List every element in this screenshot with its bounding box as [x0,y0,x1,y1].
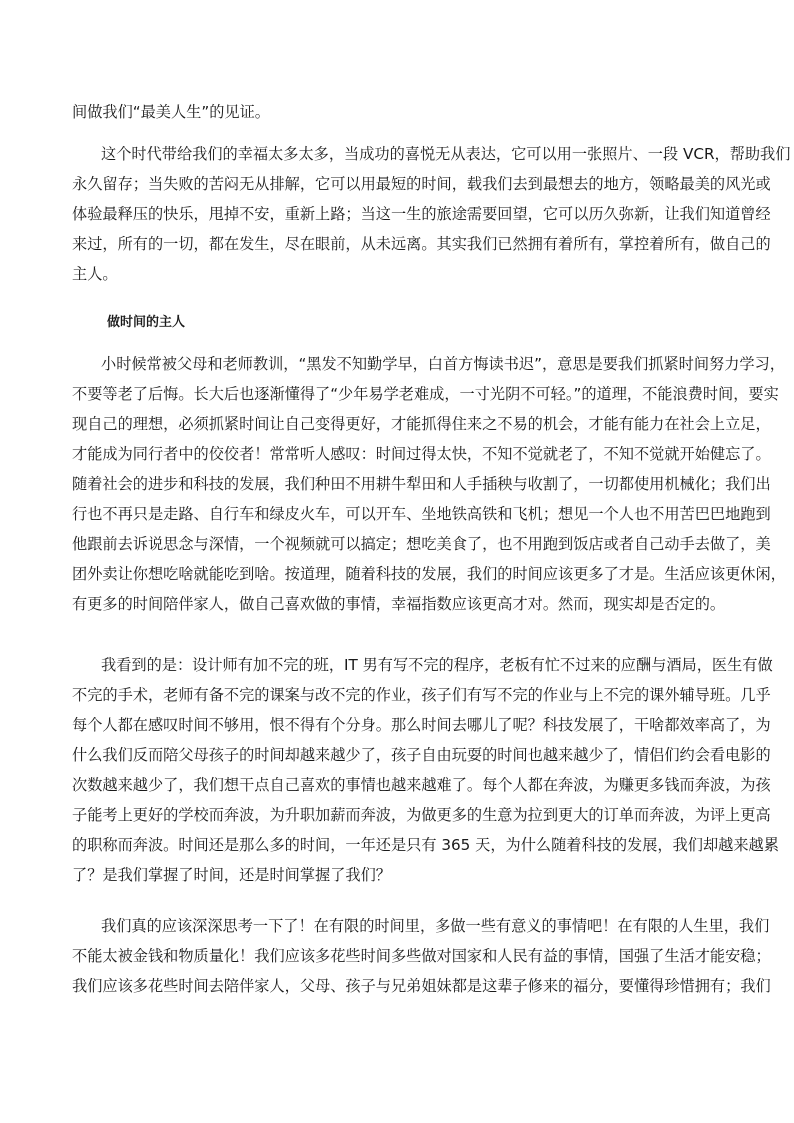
body-text-line: 体验最释压的快乐，甩掉不安，重新上路；当这一生的旅途需要回望，它可以历久弥新，让我们知道曾经 [72,205,771,223]
body-text-line: 不完的手术，老师有备不完的课案与改不完的作业，孩子们有写不完的作业与上不完的课外辅导班。几乎 [72,686,771,704]
body-text-line: 次数越来越少了，我们想干点自己喜欢的事情也越来越难了。每个人都在奔波，为赚更多钱而奔波，为孩 [72,776,771,794]
body-text-line: 才能成为同行者中的佼佼者！常常听人感叹：时间过得太快，不知不觉就老了，不知不觉就开始健忘了。 [72,445,771,463]
body-text-line: 我们应该多花些时间去陪伴家人，父母、孩子与兄弟姐妹都是这辈子修来的福分，要懂得珍惜拥有；我们 [72,977,771,995]
body-text-line: 每个人都在感叹时间不够用，恨不得有个分身。那么时间去哪儿了呢？科技发展了，干啥都效率高了，为 [72,716,771,734]
body-text-line: 不能太被金钱和物质量化！我们应该多花些时间多些做对国家和人民有益的事情，国强了生活才能安稳； [72,947,771,965]
body-text-line: 永久留存；当失败的苦闷无从排解，它可以用最短的时间，载我们去到最想去的地方，领略最美的风光或 [72,175,771,193]
body-text-line: 主人。 [72,265,118,283]
body-text-line: 的职称而奔波。时间还是那么多的时间，一年还是只有 365 天，为什么随着科技的发展，我们却越来越累 [72,836,779,854]
body-text-line: 间做我们“最美人生”的见证。 [72,103,270,121]
body-text-line: 了？是我们掌握了时间，还是时间掌握了我们？ [72,866,391,884]
body-text-line: 团外卖让你想吃啥就能吃到啥。按道理，随着科技的发展，我们的时间应该更多了才是。生活应该更休闲， [72,565,786,583]
body-text-line: 我看到的是：设计师有加不完的班，IT 男有写不完的程序，老板有忙不过来的应酬与酒局，医生有做 [101,656,773,674]
body-text-line: 子能考上更好的学校而奔波，为升职加薪而奔波，为做更多的生意为拉到更大的订单而奔波，为评上更高 [72,806,771,824]
body-text-line: 随着社会的进步和科技的发展，我们种田不用耕牛犁田和人手插秧与收割了，一切都使用机械化；我们出 [72,475,771,493]
body-text-line: 小时候常被父母和老师教训，“黑发不知勤学早，白首方悔读书迟”，意思是要我们抓紧时间努力学习， [101,355,785,373]
body-text-line: 不要等老了后悔。长大后也逐渐懂得了“少年易学老难成，一寸光阴不可轻。”的道理，不能浪费时间，要实 [72,385,779,403]
body-text-line: 这个时代带给我们的幸福太多太多，当成功的喜悦无从表达，它可以用一张照片、一段 VCR，帮助我们 [101,145,791,163]
section-heading: 做时间的主人 [107,315,186,330]
body-text-line: 他跟前去诉说思念与深情，一个视频就可以搞定；想吃美食了，也不用跑到饭店或者自己动手去做了，美 [72,535,771,553]
body-text-line: 行也不再只是走路、自行车和绿皮火车，可以开车、坐地铁高铁和飞机；想见一个人也不用苦巴巴地跑到 [72,505,771,523]
body-text-line: 我们真的应该深深思考一下了！在有限的时间里，多做一些有意义的事情吧！在有限的人生里，我们 [101,917,770,935]
body-text-line: 什么我们反而陪父母孩子的时间却越来越少了，孩子自由玩耍的时间也越来越少了，情侣们约会看电影的 [72,746,771,764]
body-text-line: 来过，所有的一切，都在发生，尽在眼前，从未远离。其实我们已然拥有着所有，掌控着所有，做自己的 [72,235,771,253]
body-text-line: 现自己的理想，必须抓紧时间让自己变得更好，才能抓得住来之不易的机会，才能有能力在社会上立足， [72,415,771,433]
body-text-line: 有更多的时间陪伴家人，做自己喜欢做的事情，幸福指数应该更高才对。然而，现实却是否定的。 [72,595,726,613]
